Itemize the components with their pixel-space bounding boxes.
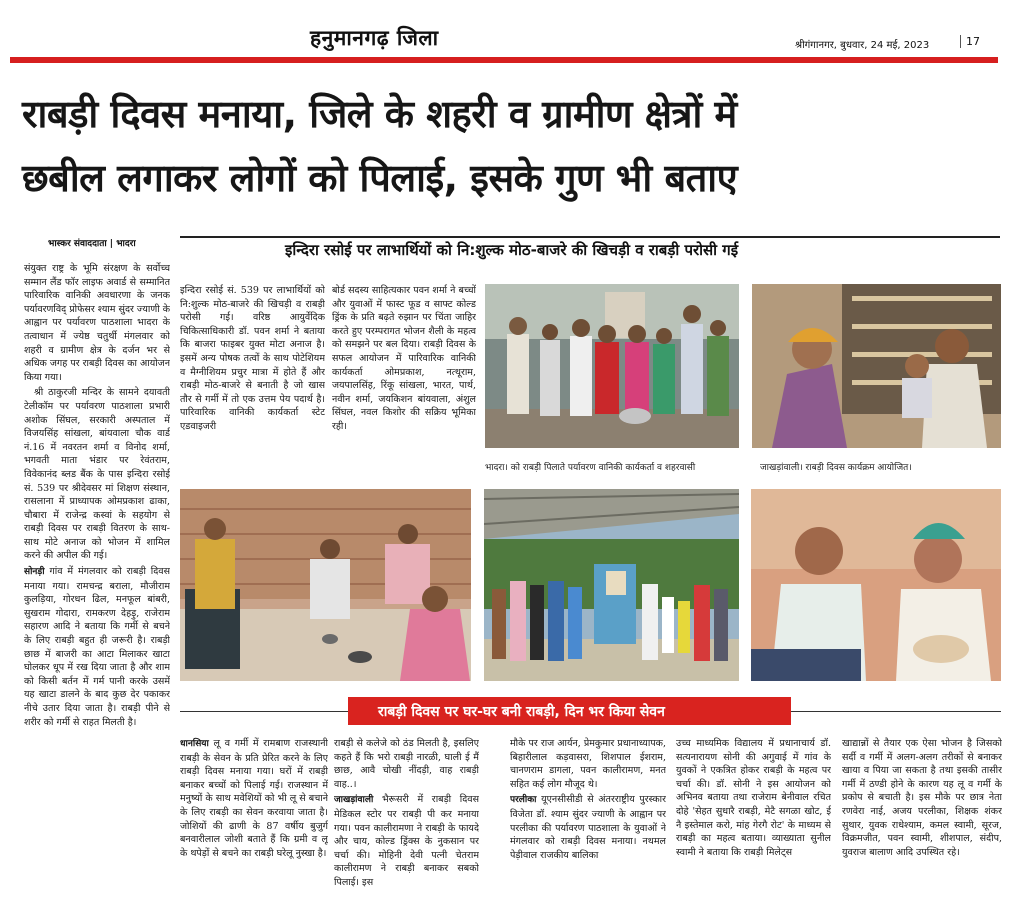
red-banner [348, 697, 791, 725]
bottom-column-1-text: लू व गर्मी में रामबाण राजस्थानी राबड़ी के सेवन के प्रति प्रेरित करने के लिए राबड़ी दिवस मनाया गया। घरों में राबड़ी बनाकर बच्चों को पिलाई गई। राजस्थान में मनुष्यों के साथ मवेशियों को भी लू से बचाने के लिए राबड़ी का सेवन करवाया जाता है। जोशियों की ढाणी के 87 वर्षीय बुजुर्ग बनवारीलाल जोशी बताते हैं कि ग्रमी व लू के थपेड़ों से बचने का राबड़ी घरेलू नुस्खा है। [180, 738, 328, 859]
photo-rural-women [180, 489, 471, 681]
section-name: हनुमानगढ़ जिला [310, 26, 439, 50]
header-rule [10, 57, 998, 63]
dateline-parlika: परलीका [510, 795, 537, 806]
photo-boy-elder [751, 489, 1001, 681]
bottom-column-1 [180, 737, 328, 907]
bottom-column-3b-text: यूएनसीसीडी से अंतरराष्ट्रीय पुरस्कार विजेता डॉ. श्याम सुंदर ज्याणी के आह्वान पर परलीका की पर्यावरण पाठशाला के युवाओं ने मंगलवार को राबड़ी दिवस मनाया। नथमल पेड़ीवाल राजकीय बालिका [510, 794, 666, 861]
left-para-1: संयुक्त राष्ट्र के भूमि संरक्षण के सर्वोच्च सम्मान लैंड फॉर लाइफ अवार्ड से सम्मानित पारिवारिक वानिकी अवधारणा के जनक पर्यावरणविद् प्रोफेसर श्याम सुंदर ज्याणी के आह्वान पर पर्यावरण पाठशाला भादरा के तत्वाधान में ज्येष्ठ चतुर्थी मंगलवार को शहरी व ग्रामीण क्षेत्र के दर्जन भर से अधिक जगह पर राबड़ी दिवस का आयोजन किया गया। [24, 263, 170, 383]
headline [22, 82, 1002, 210]
dateline-jakhdanwali: जाखड़ांवाली [334, 795, 374, 806]
dateline-sonri: सोनड़ी [24, 567, 45, 578]
bottom-column-4: उच्च माध्यमिक विद्यालय में प्रधानाचार्य डॉ. सत्यनारायण सोनी की अगुवाई में गांव के युवकों ने एकत्रित होकर राबड़ी के महत्व पर चर्चा की। डॉ. सोनी ने इस आयोजन को अभिनव बताया तथा राजेराम बेनीवाल रचित दोहे 'सेहत सुधारै राबड़ी, मेटै सगळा खोट, ई नै इस्तेमाल करो, मांह गेरगै रोट' के माध्यम से राबड़ी का महत्व बताया। व्याख्याता सुनील स्वामी ने बताया कि राबड़ी मिलेट्स [676, 738, 831, 858]
mid-column-1: इन्दिरा रसोई सं. 539 पर लाभार्थियों को नि:शुल्क मोठ-बाजरे की खिचड़ी व राबड़ी परोसी गई। वरिष्ठ आयुर्वेदिक चिकित्साधिकारी डॉ. पवन शर्मा ने बताया कि बाजरा फाइबर युक्त मोटा अनाज है। इसमें अन्य पोषक तत्वों के साथ पोटेशियम व मैग्नीशियम प्रचुर मात्रा में होते हैं और राबड़ी मोठ-बाजरे से बनाती है जो खास तौर से गर्मी में तो एक उत्तम पेय पदार्थ है। पारिवारिक वानिकी कार्यकर्ता स्टेट एडवाइजरी [180, 285, 325, 432]
bottom-column-2b [334, 793, 479, 889]
subheading-text: इन्दिरा रसोई पर लाभार्थियों को नि:शुल्क मोठ-बाजरे की खिचड़ी व राबड़ी परोसी गई [285, 241, 739, 259]
banner-rule-right [791, 711, 1001, 712]
page-number: 17 [960, 35, 980, 48]
subheading [180, 236, 1000, 266]
bottom-column-5: खाद्यान्नों से तैयार एक ऐसा भोजन है जिसको सर्दी व गर्मी में अलग-अलग तरीकों से बनाकर खाया व पिया जा सकता है तथा इसकी तासीर गर्मी में ठण्डी होने के कारण यह लू व गर्मी के प्रकोप से बचाती है। इस मौके पर छात्र नेता रणवेरा नाई, अजय परलीका, शिक्षक शंकर सुथार, युवक राधेश्याम, कमल स्वामी, सूरज, विक्रमजीत, पवन स्वामी, शीशपाल, संदीप, युवराज बालाण आदि उपस्थित रहे। [842, 738, 1002, 858]
mid-column-2: बोर्ड सदस्य साहित्यकार पवन शर्मा ने बच्चों और युवाओं में फास्ट फूड व साफ्ट कोल्ड ड्रिंक के प्रति बढ़ते रुझान पर चिंता जाहिर करते हुए परम्परागत भोजन शैली के महत्व को समझने पर बल दिया। राबड़ी दिवस के सफल आयोजन में पारिवारिक वानिकी कार्यकर्ता ओमप्रकाश, नत्थूराम, जयपालसिंह, रिंकू सांखला, भारत, पार्थ, नवीन शर्मा, जयकिशन बांयवाला, अंशुल सिंघल, नवल किशोर की सक्रिय भूमिका रही। [332, 285, 476, 432]
caption-photo-1: भादरा। को राबड़ी पिलाते पर्यावरण वानिकी कार्यकर्ता व शहरवासी [485, 463, 696, 473]
photo-shade-group [484, 489, 739, 681]
headline-line-1: राबड़ी दिवस मनाया, जिले के शहरी व ग्रामीण क्षेत्रों में [22, 92, 737, 136]
bottom-column-2 [334, 737, 479, 907]
dateline: श्रीगंगानगर, बुधवार, 24 मई, 2023 [795, 40, 930, 51]
left-column [24, 262, 170, 907]
headline-line-2: छबील लगाकर लोगों को पिलाई, इसके गुण भी बताए [22, 156, 738, 200]
caption-photo-2: जाखड़ांवाली। राबड़ी दिवस कार्यक्रम आयोजित। [760, 463, 912, 473]
banner-rule-left [180, 711, 348, 712]
bottom-column-2b-text: भैरूसरी में राबड़ी दिवस मेडिकल स्टोर पर राबड़ी पी कर मनाया गया। पवन कालीरामणा ने राबड़ी के फायदे और चाय, कोल्ड ड्रिंक्स के नुकसान पर चर्चा की। मोहिनी देवी पत्नी चेतराम कालीरामण ने राबड़ी बनाकर सबको पिलाई। इस [334, 794, 479, 888]
bottom-column-3b [510, 793, 666, 862]
left-para-2: श्री ठाकुरजी मन्दिर के सामने दयावती टेलीकॉम पर पर्यावरण पाठशाला प्रभारी अशोक सिंघल, सरकारी अस्पताल में विजयसिंह सांखला, बांयवाला चौक वार्ड नं.16 में नवरतन शर्मा व विनोद शर्मा, भगवती माता भंडार पर रेवंतराम, विवेकानंद ब्लड बैंक के पास इन्दिरा रसोई सं. 539 पर श्रीदेवसर मां शिक्षण संस्थान, रासलाना में प्राध्यापक ओमप्रकाश ढाका, चौबारा में राजेन्द्र कस्वां के सहयोग से राबड़ी दिवस पर राबड़ी वितरण के साथ-साथ मोटे अनाज को भोजन में शामिल करने की अपील की गई। [24, 387, 170, 562]
left-para-3 [24, 565, 170, 729]
dateline-dhansiya: धानसिया [180, 739, 209, 749]
bottom-column-3 [510, 737, 666, 907]
byline: भास्कर संवाददाता | भादरा [48, 239, 136, 249]
photo-group-rabri [485, 284, 739, 448]
left-para-3-text: गांव में मंगलवार को राबड़ी दिवस मनाया गया। रामचन्द्र बराला, मौजीराम कुलड़िया, गोरधन ढिल, मनफूल बांबरी, सुखराम गोदारा, रामकरण देहड़ु, राजेराम सहारण आदि ने बताया कि गर्मी से बचने के लिए राबड़ी बहुत ही जरूरी है। राबड़ी छाछ में बाजरी का आटा मिलाकर खाटा घोलकर धूप में रख दिया जाता है और शाम को किसी बर्तन में गर्म पानी करके उसमें यह खाटा डालने के बाद कुछ देर पकाकर नीचे उतार दिया जाता है। राबड़ी पीने से शरीर को गर्मी से राहत मिलती है। [24, 566, 170, 728]
page-header [0, 0, 1024, 58]
red-banner-text: राबड़ी दिवस पर घर-घर बनी राबड़ी, दिन भर किया सेवन [378, 704, 665, 720]
photo-woman-child [752, 284, 1001, 448]
bottom-column-3a: मौके पर राज आर्यन, प्रेमकुमार प्रधानाध्यापक, बिहारीलाल कड़वासरा, शिशपाल ईशराम, चानणराम डागला, पवन कालीरामण, मनत सहित कई लोग मौजूद थे। [510, 738, 666, 790]
bottom-column-2a: राबड़ी से कलेजे को ठंड मिलती है, इसलिए कहते हैं कि भरो राबड़ी नारळी, घाली ई मैं छाछ, आवै चोखी नींदड़ी, वाह राबड़ी वाह..। [334, 738, 479, 790]
